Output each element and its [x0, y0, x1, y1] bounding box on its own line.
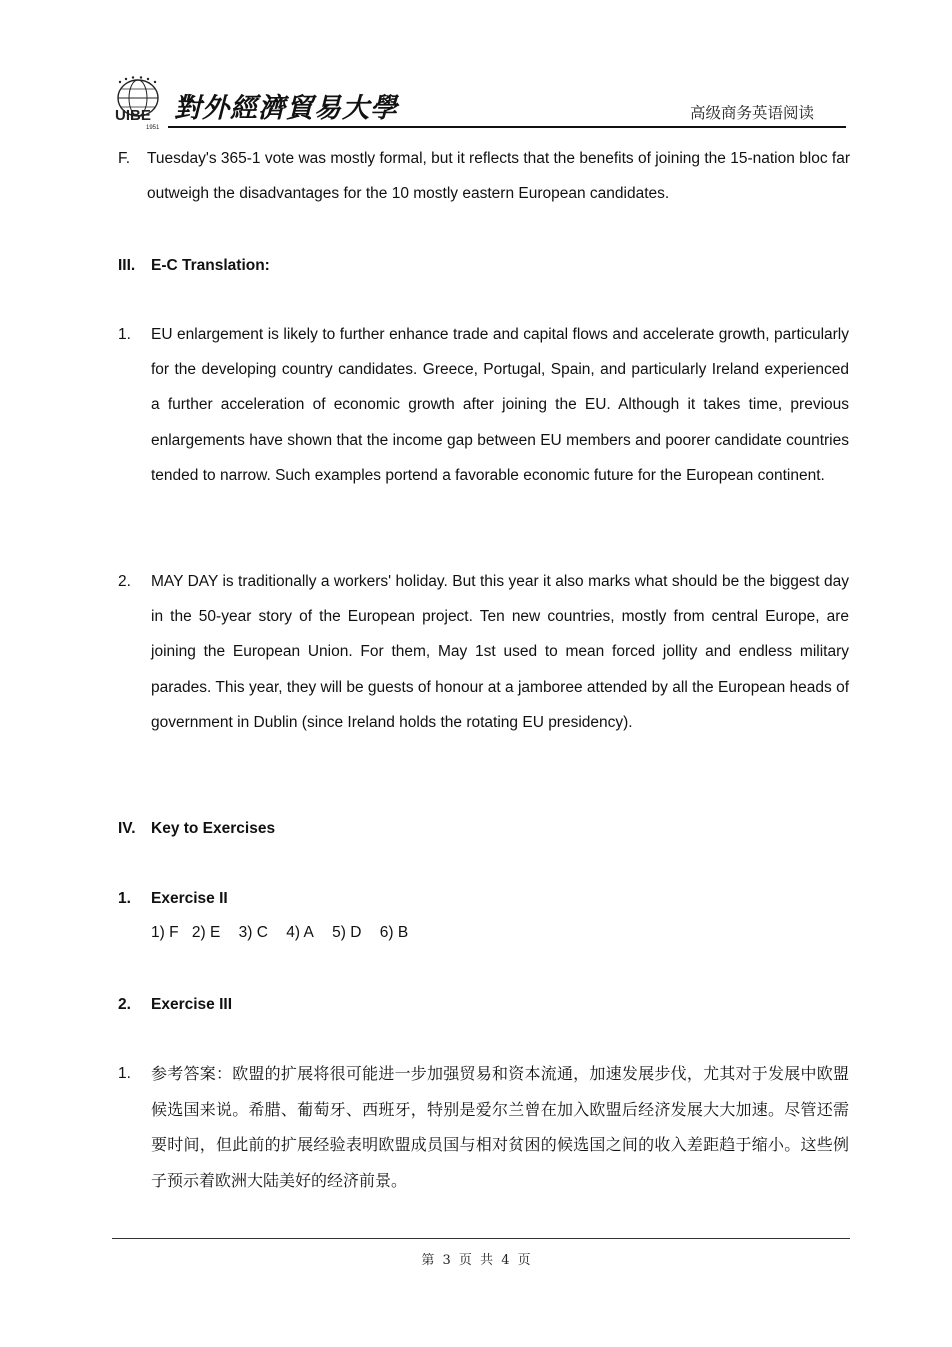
- exercise-2-heading: [118, 890, 518, 910]
- university-logo: [112, 76, 170, 130]
- item-text: MAY DAY is traditionally a workers' holiday. But this year it also marks what should be the biggest day in the 50-year story of the European project. Ten new countries, mostly from central Europe, are joining the European Union. For them, May 1st used to mean forced jollity and endless military parades. This year, they will be guests of honour at a jamboree attended by all the European heads of government in Dublin (since Ireland holds the rotating EU presidency).: [151, 573, 849, 731]
- section-title: E-C Translation:: [151, 257, 270, 274]
- exercise-3-heading: [118, 996, 518, 1016]
- university-name: 對外經濟貿易大學: [174, 93, 398, 124]
- item-label: 1.: [118, 326, 131, 343]
- exercise-title: Exercise III: [151, 996, 233, 1013]
- exercise-number: 2.: [118, 996, 131, 1013]
- svg-text:1951: 1951: [146, 125, 160, 130]
- answer-item: 2) E: [191, 924, 221, 941]
- exercise-title: Exercise II: [151, 890, 228, 907]
- section-heading-translation: [118, 257, 518, 277]
- item-f: [118, 141, 850, 211]
- page-number: 第 3 页 共 4 页: [421, 1253, 531, 1268]
- section-number: IV.: [118, 820, 136, 837]
- answer-item: 5) D: [332, 924, 362, 941]
- section-number: III.: [118, 257, 136, 274]
- answer-item: 1) F: [151, 924, 179, 941]
- exercise-2-answers: [151, 924, 417, 942]
- item-label: 1.: [118, 1065, 131, 1082]
- answer-item: 4) A: [286, 924, 314, 941]
- answer-item: 6) B: [379, 924, 409, 941]
- page-header: [112, 70, 850, 130]
- translation-item-2: [118, 564, 849, 740]
- section-title: Key to Exercises: [151, 820, 276, 837]
- item-label: F.: [118, 150, 131, 167]
- item-label: 2.: [118, 573, 131, 590]
- exercise-number: 1.: [118, 890, 131, 907]
- answer-item: 3) C: [238, 924, 268, 941]
- item-text: Tuesday's 365-1 vote was mostly formal, but it reflects that the benefits of joining the 15-nation bloc far outweigh the disadvantages for the 10 mostly eastern European candidates.: [147, 150, 850, 203]
- footer-divider: [112, 1238, 850, 1239]
- section-heading-key: [118, 820, 518, 840]
- header-divider: [168, 126, 846, 128]
- course-title: 高级商务英语阅读: [689, 105, 814, 122]
- svg-text:UIBE: UIBE: [115, 107, 151, 124]
- exercise-3-item-1: [118, 1056, 849, 1198]
- translation-item-1: [118, 317, 849, 493]
- item-text: 参考答案：欧盟的扩展将很可能进一步加强贸易和资本流通，加速发展步伐，尤其对于发展中欧盟候选国来说。希腊、葡萄牙、西班牙，特别是爱尔兰曾在加入欧盟后经济发展大大加速。尽管还需要时间，但此前的扩展经验表明欧盟成员国与相对贫困的候选国之间的收入差距趋于缩小。这些例子预示着欧洲大陆美好的经济前景。: [151, 1064, 849, 1190]
- item-text: EU enlargement is likely to further enhance trade and capital flows and accelerate growth, particularly for the developing country candidates. Greece, Portugal, Spain, and particularly Ireland experienced a further acceleration of economic growth after joining the EU. Although it takes time, previous enlargements have shown that the income gap between EU members and poorer candidate countries tended to narrow. Such examples portend a favorable economic future for the European continent.: [151, 326, 849, 484]
